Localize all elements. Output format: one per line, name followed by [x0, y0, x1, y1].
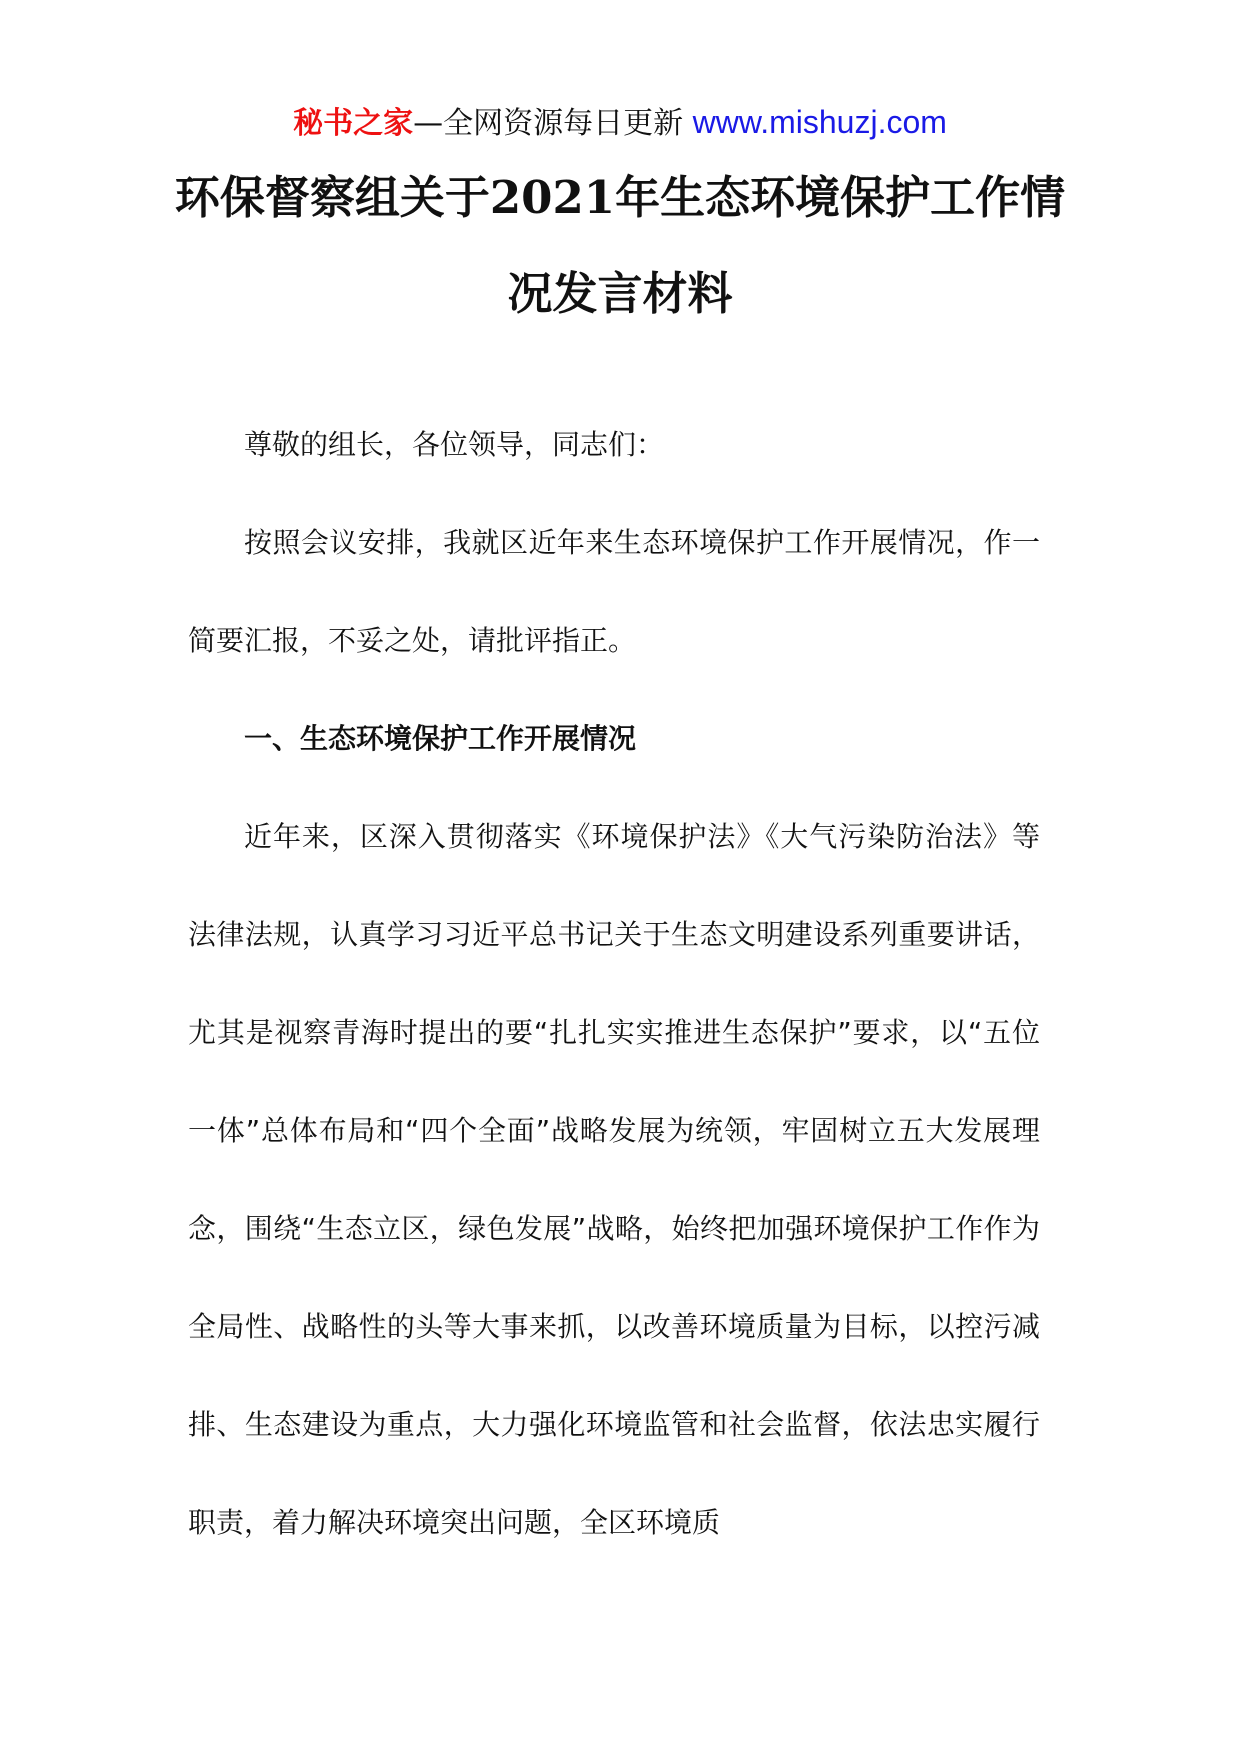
banner-site-url[interactable]: www.mishuzj.com — [692, 104, 947, 140]
document-body — [188, 396, 1040, 1572]
document-title: 环保督察组关于2021年生态环境保护工作情况发言材料 — [174, 171, 1066, 320]
section-heading: 一、生态环境保护工作开展情况 — [244, 722, 637, 755]
intro-paragraph: 按照会议安排，我就区近年来生态环境保护工作开展情况，作一简要汇报，不妥之处，请批评指正。 — [188, 526, 1040, 657]
site-banner — [0, 100, 1240, 146]
section-paragraph: 近年来，区深入贯彻落实《环境保护法》《大气污染防治法》等法律法规，认真学习习近平总书记关于生态文明建设系列重要讲话，尤其是视察青海时提出的要“扎扎实实推进生态保护”要求，以“五位一体”总体布局和“四个全面”战略发展为统领，牢固树立五大发展理念，围绕“生态立区，绿色发展”战略，始终把加强环境保护工作作为全局性、战略性的头等大事来抓，以改善环境质量为目标，以控污减排、生态建设为重点，大力强化环境监管和社会监督，依法忠实履行职责，着力解决环境突出问题，全区环境质 — [188, 820, 1040, 1539]
banner-slogan: —全网资源每日更新 — [413, 106, 693, 141]
salutation: 尊敬的组长，各位领导，同志们： — [244, 428, 665, 461]
banner-brand: 秘书之家 — [293, 106, 414, 141]
